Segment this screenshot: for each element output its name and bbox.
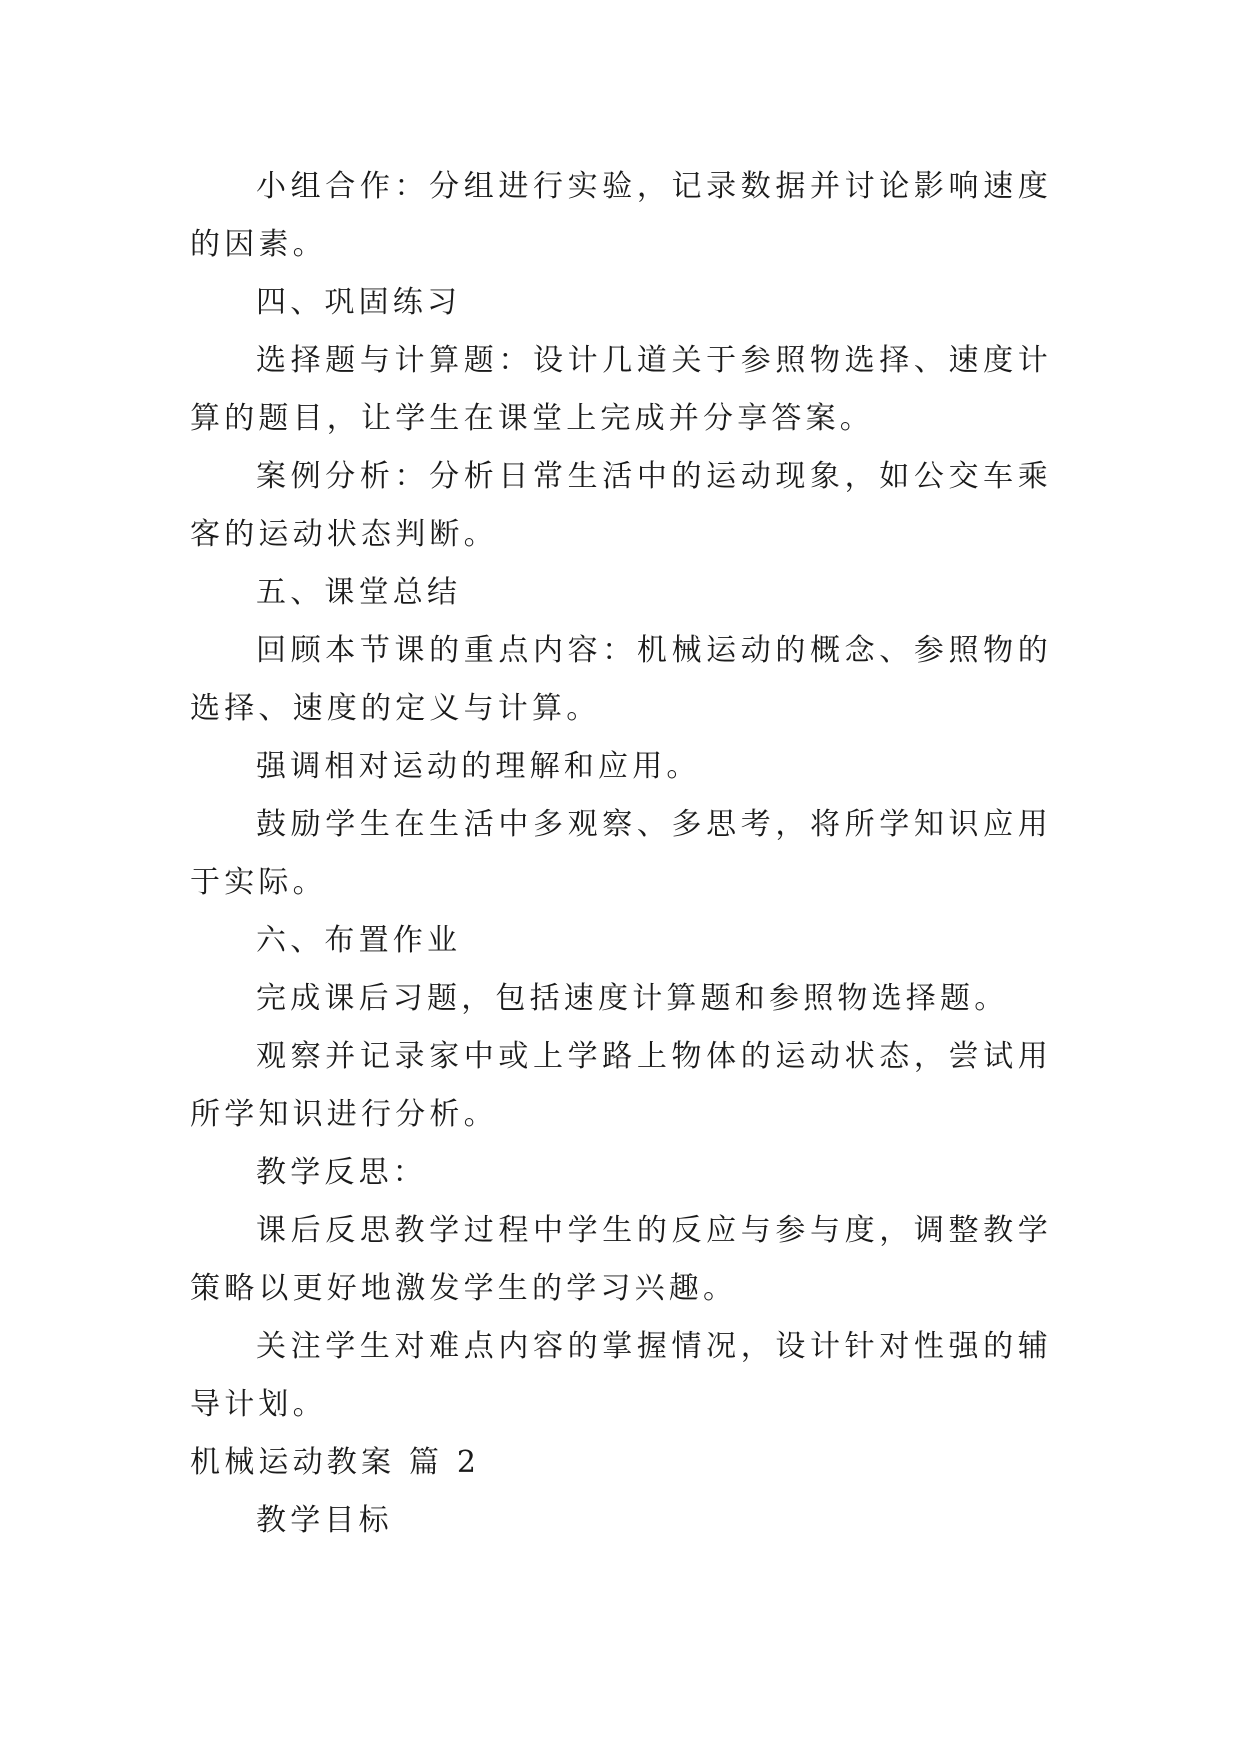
document-body bbox=[190, 158, 1052, 1550]
paragraph-homework-exercises: 完成课后习题，包括速度计算题和参照物选择题。 bbox=[256, 981, 1009, 1016]
paragraph-relative-motion: 强调相对运动的理解和应用。 bbox=[256, 749, 701, 784]
section-heading-practice: 四、巩固练习 bbox=[256, 285, 462, 320]
section-heading-reflection: 教学反思： bbox=[256, 1155, 427, 1190]
paragraph-review: 回顾本节课的重点内容：机械运动的概念、参照物的选择、速度的定义与计算。 bbox=[190, 633, 1052, 726]
document-title: 机械运动教案 篇 2 bbox=[190, 1445, 481, 1480]
paragraph-homework-observe: 观察并记录家中或上学路上物体的运动状态，尝试用所学知识进行分析。 bbox=[190, 1039, 1052, 1132]
paragraph-reflection-strategy: 课后反思教学过程中学生的反应与参与度，调整教学策略以更好地激发学生的学习兴趣。 bbox=[190, 1213, 1052, 1306]
section-heading-objectives: 教学目标 bbox=[256, 1503, 393, 1538]
paragraph-exercises: 选择题与计算题：设计几道关于参照物选择、速度计算的题目，让学生在课堂上完成并分享答案。 bbox=[190, 343, 1052, 436]
paragraph-encourage: 鼓励学生在生活中多观察、多思考，将所学知识应用于实际。 bbox=[190, 807, 1052, 900]
section-heading-summary: 五、课堂总结 bbox=[256, 575, 462, 610]
paragraph-group-cooperation: 小组合作：分组进行实验，记录数据并讨论影响速度的因素。 bbox=[190, 169, 1052, 262]
paragraph-reflection-plan: 关注学生对难点内容的掌握情况，设计针对性强的辅导计划。 bbox=[190, 1329, 1052, 1422]
section-heading-homework: 六、布置作业 bbox=[256, 923, 462, 958]
paragraph-case-analysis: 案例分析：分析日常生活中的运动现象，如公交车乘客的运动状态判断。 bbox=[190, 459, 1052, 552]
